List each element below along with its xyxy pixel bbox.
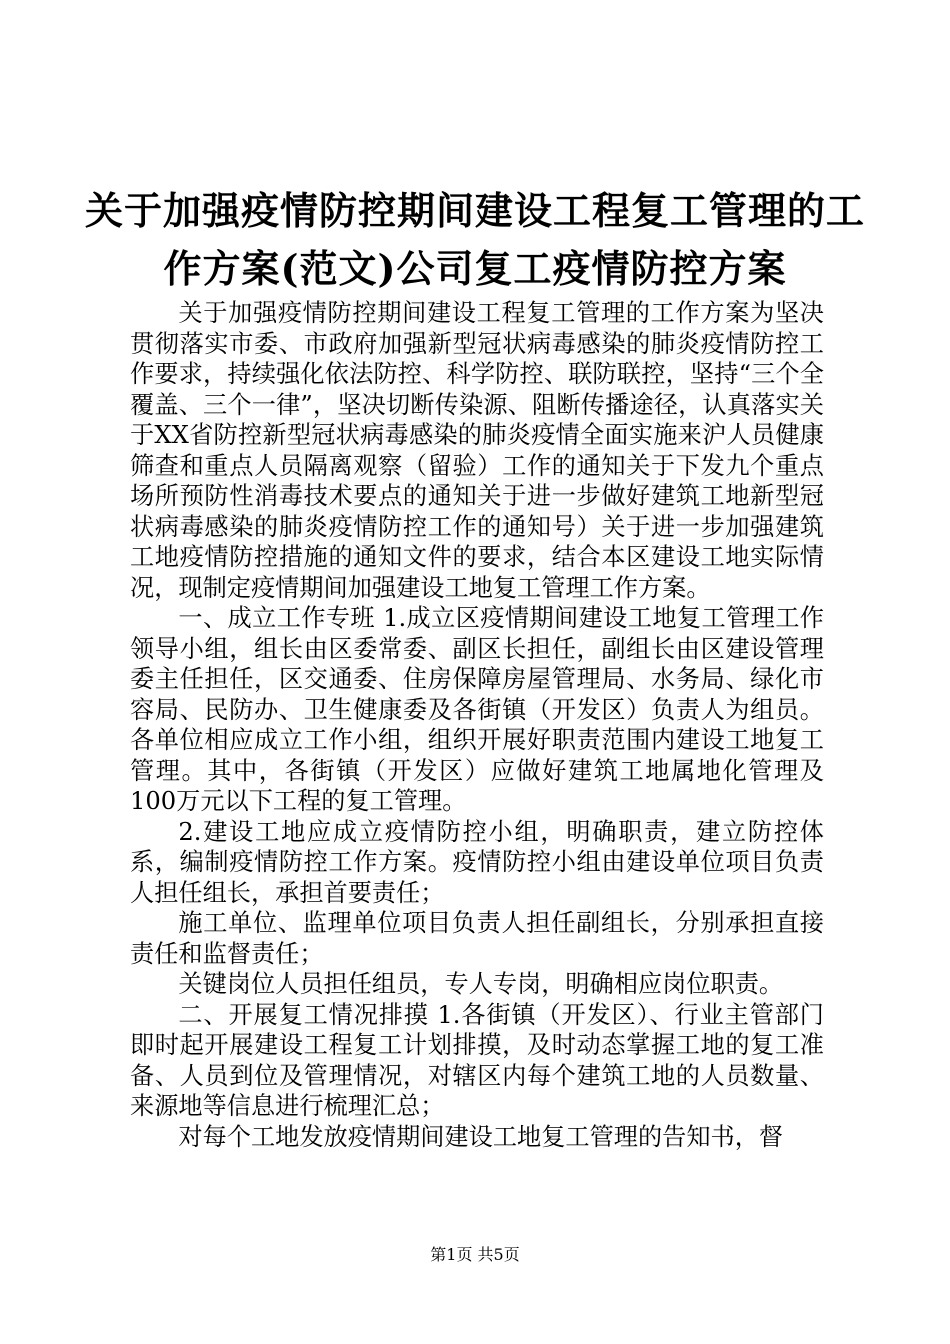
page-number-footer: 第1页 共5页	[430, 1245, 520, 1264]
paragraph-section-1: 一、成立工作专班 1.成立区疫情期间建设工地复工管理工作领导小组，组长由区委常委、副区长担任，副组长由区建设管理委主任担任，区交通委、住房保障房屋管理局、水务局、绿化市容局、民防办、卫生健康委及各街镇（开发区）负责人为组员。各单位相应成立工作小组，组织开展好职责范围内建设工地复工管理。其中，各街镇（开发区）应做好建筑工地属地化管理及100万元以下工程的复工管理。	[130, 604, 824, 815]
paragraph-section-2: 二、开展复工情况排摸 1.各街镇（开发区）、行业主管部门即时起开展建设工程复工计划排摸，及时动态掌握工地的复工准备、人员到位及管理情况，对辖区内每个建筑工地的人员数量、来源地等信息进行梳理汇总；	[130, 1000, 824, 1120]
document-title-line-1: 关于加强疫情防控期间建设工程复工管理的工	[84, 188, 865, 233]
paragraph-key-posts: 关键岗位人员担任组员，专人专岗，明确相应岗位职责。	[178, 970, 784, 998]
paragraph-notice: 对每个工地发放疫情期间建设工地复工管理的告知书，督	[178, 1122, 784, 1151]
document-body	[130, 298, 824, 1152]
document-title-line-2: 作方案(范文)公司复工疫情防控方案	[163, 246, 787, 291]
paragraph-construction-units: 施工单位、监理单位项目负责人担任副组长，分别承担直接责任和监督责任；	[130, 909, 824, 968]
paragraph-intro: 关于加强疫情防控期间建设工程复工管理的工作方案为坚决贯彻落实市委、市政府加强新型冠状病毒感染的肺炎疫情防控工作要求，持续强化依法防控、科学防控、联防联控，坚持“三个全覆盖、三个一律”，坚决切断传染源、阻断传播途径，认真落实关于XX省防控新型冠状病毒感染的肺炎疫情全面实施来沪人员健康筛查和重点人员隔离观察（留验）工作的通知关于下发九个重点场所预防性消毒技术要点的通知关于进一步做好建筑工地新型冠状病毒感染的肺炎疫情防控工作的通知号）关于进一步加强建筑工地疫情防控措施的通知文件的要求，结合本区建设工地实际情况，现制定疫情期间加强建设工地复工管理工作方案。	[130, 299, 824, 602]
paragraph-item-2: 2.建设工地应成立疫情防控小组，明确职责，建立防控体系，编制疫情防控工作方案。疫情防控小组由建设单位项目负责人担任组长，承担首要责任；	[130, 817, 824, 907]
